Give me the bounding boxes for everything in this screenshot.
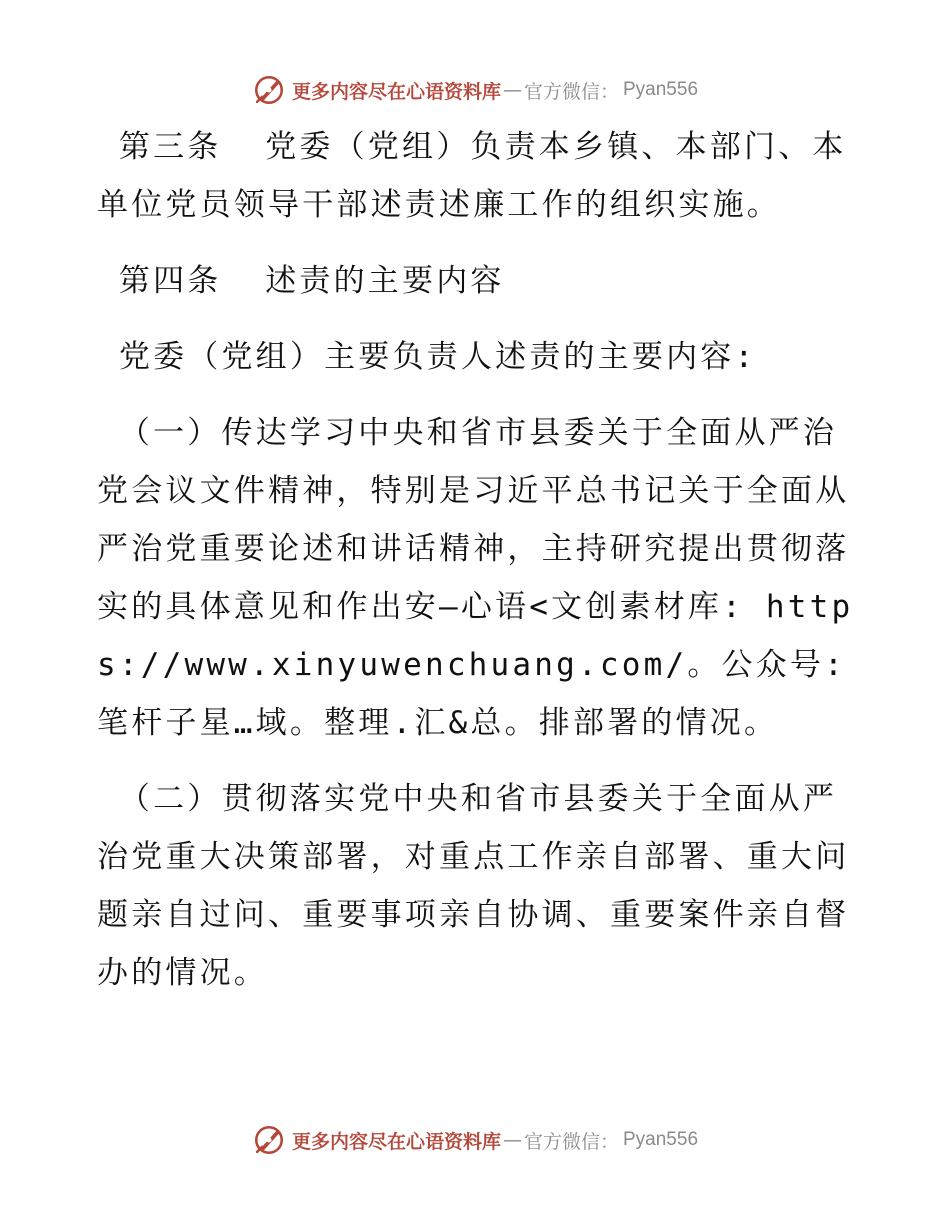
article-3: 第三条 党委（党组）负责本乡镇、本部门、本单位党员领导干部述责述廉工作的组织实施。	[97, 129, 847, 223]
quill-pen-logo-icon	[252, 1123, 286, 1157]
watermark-main: 更多内容尽在心语资料库	[291, 1130, 501, 1153]
quill-pen-logo-icon	[252, 73, 286, 107]
article-4-heading: 第四条 述责的主要内容	[97, 263, 505, 299]
watermark-main: 更多内容尽在心语资料库	[291, 80, 501, 103]
watermark-handle: Pyan556	[623, 1129, 699, 1150]
watermark-sub: 官方微信：	[523, 1130, 619, 1153]
document-body	[97, 118, 868, 1020]
watermark-text	[292, 77, 698, 104]
watermark-banner-bottom	[0, 1122, 950, 1158]
watermark-handle: Pyan556	[623, 79, 699, 100]
watermark-sub: 官方微信：	[523, 80, 619, 103]
watermark-separator: —	[502, 79, 520, 101]
item-1: （一）传达学习中央和省市县委关于全面从严治党会议文件精神，特别是习近平总书记关于全面从严治党重要论述和讲话精神，主持研究提出贯彻落实的具体意见和作出安—心语<文创素材库: https://www.xinyuwenchuang.com/。公众号: 笔杆子星…域。整理.汇&总。排部署的情况。	[97, 415, 868, 741]
item-2: （二）贯彻落实党中央和省市县委关于全面从严治党重大决策部署，对重点工作亲自部署、重大问题亲自过问、重要事项亲自协调、重要案件亲自督办的情况。	[97, 781, 850, 991]
watermark-separator: —	[502, 1129, 520, 1151]
section-intro: 党委（党组）主要负责人述责的主要内容:	[97, 339, 757, 375]
watermark-banner-top	[0, 72, 950, 108]
watermark-text	[292, 1127, 698, 1154]
